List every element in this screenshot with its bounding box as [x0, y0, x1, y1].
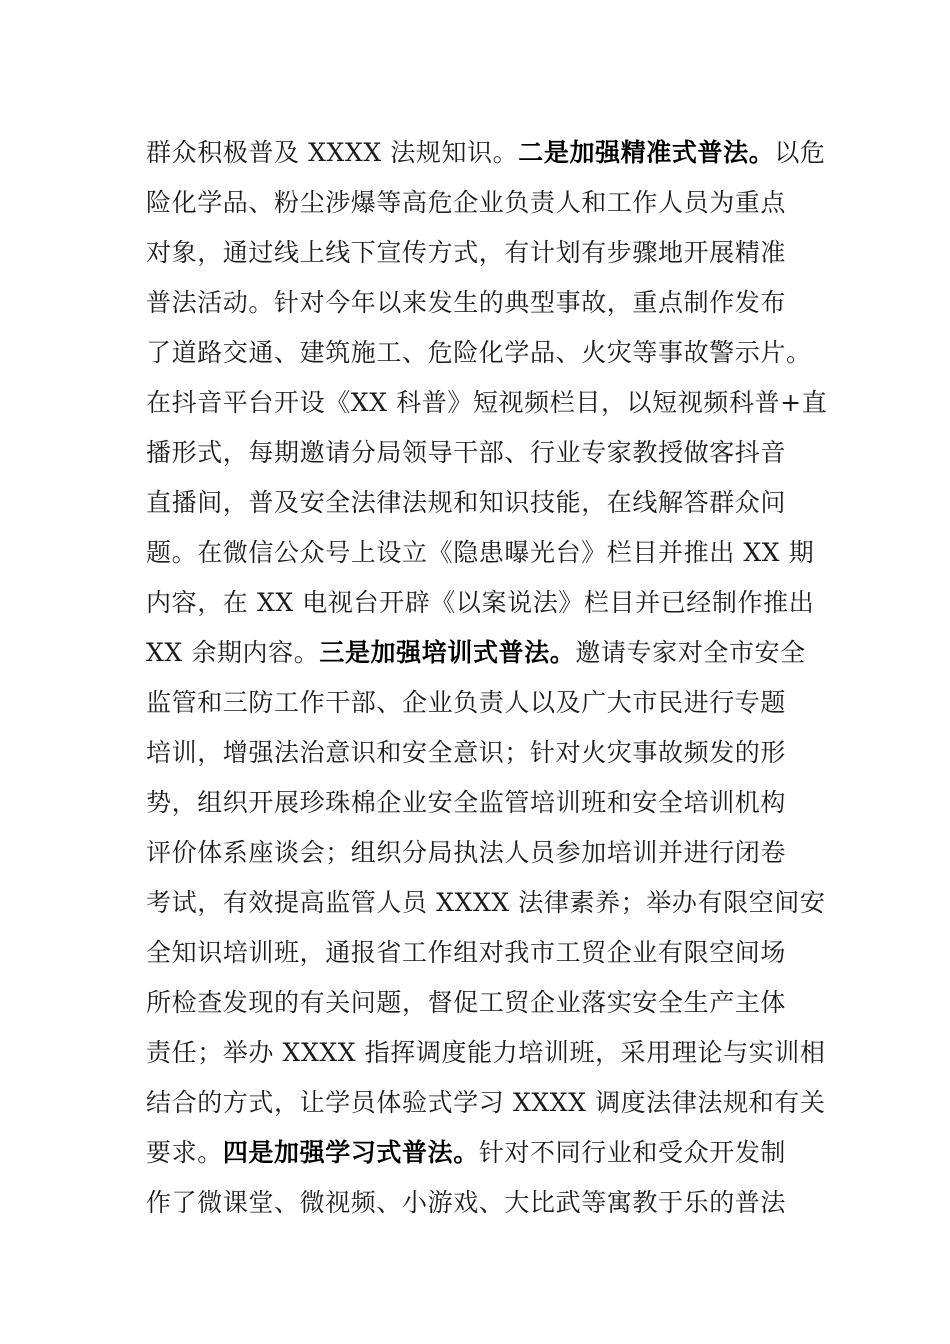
body-paragraph: [146, 128, 828, 1228]
text-segment: 以危: [774, 138, 826, 167]
text-segment: 播形式，每期邀请分局领导干部、行业专家教授做客抖音: [146, 438, 787, 467]
text-segment: 全知识培训班，通报省工作组对我市工贸企业有限空间场: [146, 938, 787, 967]
text-line: [146, 278, 806, 328]
text-segment: 普法活动。针对今年以来发生的典型事故，重点制作发布: [146, 288, 787, 317]
text-segment: 所检查发现的有关问题，督促工贸企业落实安全生产主体: [146, 988, 787, 1017]
text-segment: 题。在微信公众号上设立《隐患曝光台》栏目并推出 XX 期: [146, 538, 815, 567]
text-line: [146, 128, 826, 178]
text-line: [146, 478, 806, 528]
text-line: [146, 778, 806, 828]
text-segment: 作了微课堂、微视频、小游戏、大比武等寓教于乐的普法: [146, 1188, 787, 1217]
text-line: [146, 378, 828, 428]
text-line: [146, 328, 812, 378]
text-segment: 考试，有效提高监管人员 XXXX 法律素养；举办有限空间安: [146, 888, 826, 917]
text-line: [146, 1028, 826, 1078]
text-line: [146, 1128, 806, 1178]
text-line: [146, 878, 826, 928]
text-segment: 直播间，普及安全法律法规和知识技能，在线解答群众问: [146, 488, 787, 517]
text-segment: 势，组织开展珍珠棉企业安全监管培训班和安全培训机构: [146, 788, 787, 817]
text-segment: XX 余期内容。: [146, 638, 320, 667]
text-line: [146, 578, 815, 628]
text-segment: 群众积极普及 XXXX 法规知识。: [146, 138, 519, 167]
text-line: [146, 978, 806, 1028]
text-segment: 在抖音平台开设《XX 科普》短视频栏目，以短视频科普+直: [146, 388, 828, 417]
bold-heading-phrase: 三是加强培训式普法。: [319, 638, 576, 667]
text-segment: 对象，通过线上线下宣传方式，有计划有步骤地开展精准: [146, 238, 787, 267]
text-line: [146, 1078, 826, 1128]
text-line: [146, 428, 806, 478]
text-line: [146, 178, 806, 228]
text-line: [146, 928, 806, 978]
text-segment: 险化学品、粉尘涉爆等高危企业负责人和工作人员为重点: [146, 188, 787, 217]
text-line: [146, 678, 806, 728]
text-line: [146, 228, 806, 278]
text-segment: 培训，增强法治意识和安全意识；针对火灾事故频发的形: [146, 738, 787, 767]
bold-heading-phrase: 二是加强精准式普法。: [518, 138, 775, 167]
text-line: [146, 528, 815, 578]
text-segment: 要求。: [146, 1138, 223, 1167]
text-segment: 针对不同行业和受众开发制: [478, 1138, 787, 1167]
text-segment: 评价体系座谈会；组织分局执法人员参加培训并进行闭卷: [146, 838, 787, 867]
text-line: [146, 828, 806, 878]
bold-heading-phrase: 四是加强学习式普法。: [222, 1138, 479, 1167]
text-segment: 邀请专家对全市安全: [575, 638, 806, 667]
text-segment: 责任；举办 XXXX 指挥调度能力培训班，采用理论与实训相: [146, 1038, 826, 1067]
text-segment: 结合的方式，让学员体验式学习 XXXX 调度法律法规和有关: [146, 1088, 826, 1117]
text-segment: 监管和三防工作干部、企业负责人以及广大市民进行专题: [146, 688, 787, 717]
text-line: [146, 628, 806, 678]
text-line: [146, 1178, 806, 1228]
text-segment: 了道路交通、建筑施工、危险化学品、火灾等事故警示片。: [146, 338, 812, 367]
text-segment: 内容，在 XX 电视台开辟《以案说法》栏目并已经制作推出: [146, 588, 815, 617]
text-line: [146, 728, 806, 778]
